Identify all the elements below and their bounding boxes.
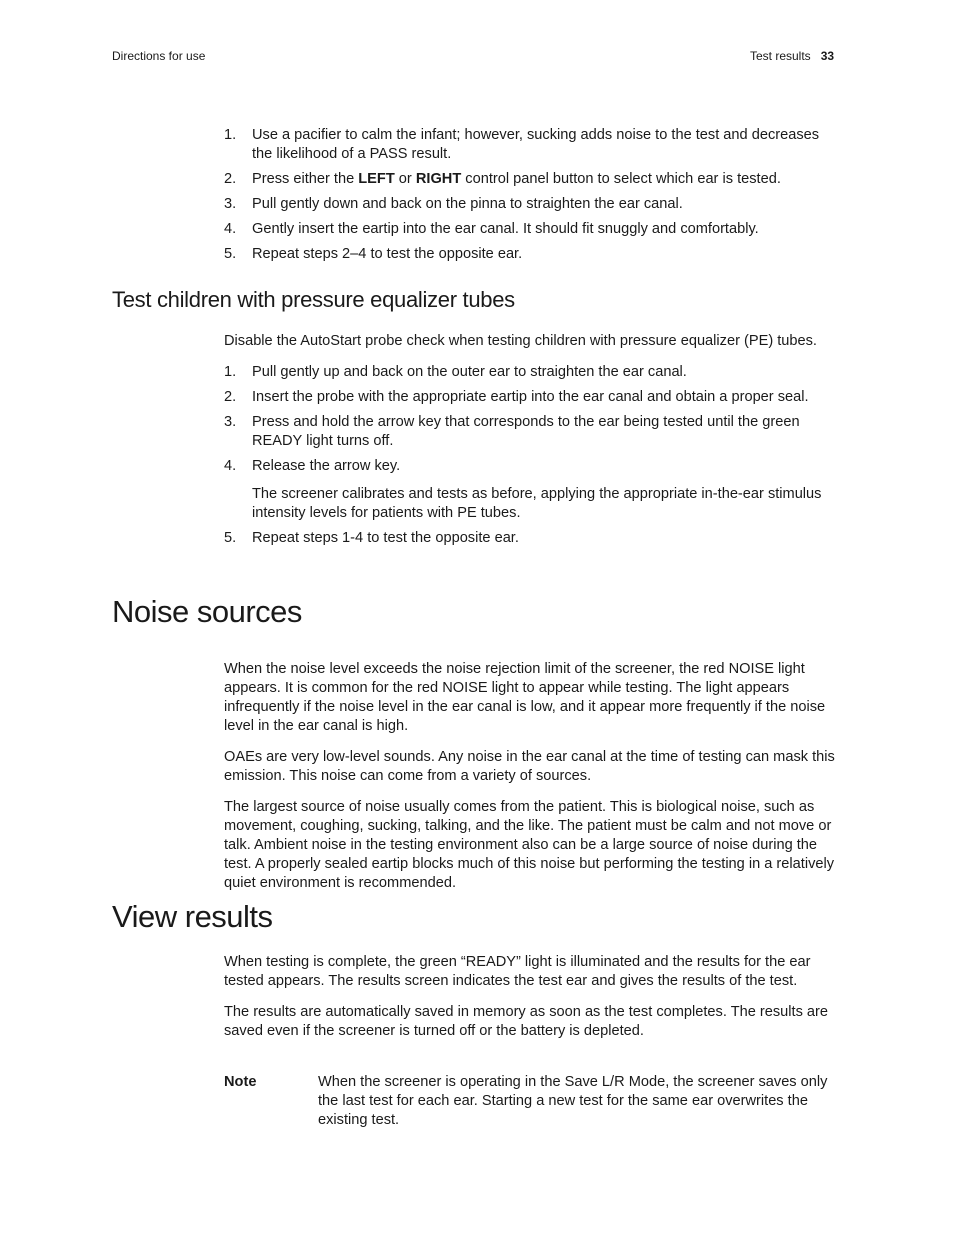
pe-tubes-section — [224, 332, 840, 554]
list-item — [224, 170, 840, 189]
step-number: 5. — [224, 246, 237, 262]
step-text-pre: Press either the — [252, 171, 359, 187]
list-item — [224, 363, 840, 382]
paragraph: When testing is complete, the green “READY” light is illuminated and the results for the ear tested appears. The results screen indicates the test ear and gives the results of the test. — [224, 954, 811, 989]
list-item — [224, 195, 840, 214]
step-text: Gently insert the eartip into the ear canal. It should fit snuggly and comfortably. — [252, 221, 759, 237]
running-header-section — [750, 49, 834, 63]
list-item — [224, 457, 840, 523]
step-text: Repeat steps 2–4 to test the opposite ear. — [252, 246, 523, 262]
step-number: 5. — [224, 530, 237, 546]
eartip-steps — [224, 126, 840, 270]
page-number: 33 — [820, 49, 835, 63]
pe-tubes-heading: Test children with pressure equalizer tubes — [112, 287, 515, 312]
step-number: 2. — [224, 171, 237, 187]
paragraph: The results are automatically saved in memory as soon as the test completes. The results are saved even if the screener is turned off or the battery is depleted. — [224, 1004, 829, 1039]
running-header-title: Directions for use — [112, 49, 206, 63]
step-text-mid: or — [394, 171, 416, 187]
step-number: 4. — [224, 458, 237, 474]
noise-sources-heading: Noise sources — [112, 594, 302, 629]
step-number: 3. — [224, 196, 237, 212]
step-text-post: control panel button to select which ear is tested. — [461, 171, 781, 187]
note-label: Note — [224, 1074, 257, 1090]
header-section-label: Test results — [750, 49, 811, 63]
step-number: 3. — [224, 414, 237, 430]
step-number: 1. — [224, 364, 237, 380]
step-text: Use a pacifier to calm the infant; however, sucking adds noise to the test and decreases the likelihood of a PASS result. — [252, 127, 820, 162]
paragraph: The largest source of noise usually comes from the patient. This is biological noise, such as movement, coughing, sucking, talking, and the like. The patient must be calm and not move or talk. Ambient noise in the testing environment also can be a large source of noise during the test. A properly sealed eartip blocks much of this noise but performing the testing in a relatively quiet environment is recommended. — [224, 799, 835, 891]
step-number: 4. — [224, 221, 237, 237]
list-item — [224, 529, 840, 548]
step-text: Release the arrow key. — [252, 458, 401, 474]
list-item — [224, 245, 840, 264]
paragraph: When the noise level exceeds the noise rejection limit of the screener, the red NOISE light appears. It is common for the red NOISE light to appear while testing. The light appears infrequently if the noise level in the ear canal is low, and it appear more frequently if the noise level in the ear canal is high. — [224, 661, 826, 734]
step-text: Repeat steps 1-4 to test the opposite ear. — [252, 530, 519, 546]
noise-sources-section — [224, 660, 840, 905]
view-results-section — [224, 953, 840, 1053]
step-number: 2. — [224, 389, 237, 405]
pe-intro: Disable the AutoStart probe check when testing children with pressure equalizer (PE) tubes. — [224, 333, 817, 349]
list-item — [224, 413, 840, 451]
note-text: When the screener is operating in the Save L/R Mode, the screener saves only the last test for each ear. Starting a new test for the same ear overwrites the existing test. — [318, 1074, 828, 1128]
step-text: Pull gently up and back on the outer ear to straighten the ear canal. — [252, 364, 687, 380]
step-text: Pull gently down and back on the pinna to straighten the ear canal. — [252, 196, 683, 212]
list-item — [224, 220, 840, 239]
view-results-heading: View results — [112, 899, 273, 934]
step-subnote: The screener calibrates and tests as before, applying the appropriate in-the-ear stimulus intensity levels for patients with PE tubes. — [252, 486, 822, 521]
list-item — [224, 388, 840, 407]
right-button-label: RIGHT — [415, 171, 462, 187]
left-button-label: LEFT — [358, 171, 395, 187]
step-text: Press and hold the arrow key that corresponds to the ear being tested until the green READY light turns off. — [252, 414, 800, 449]
list-item — [224, 126, 840, 164]
step-text: Insert the probe with the appropriate eartip into the ear canal and obtain a proper seal. — [252, 389, 809, 405]
paragraph: OAEs are very low-level sounds. Any noise in the ear canal at the time of testing can mask this emission. This noise can come from a variety of sources. — [224, 749, 835, 784]
step-number: 1. — [224, 127, 237, 143]
